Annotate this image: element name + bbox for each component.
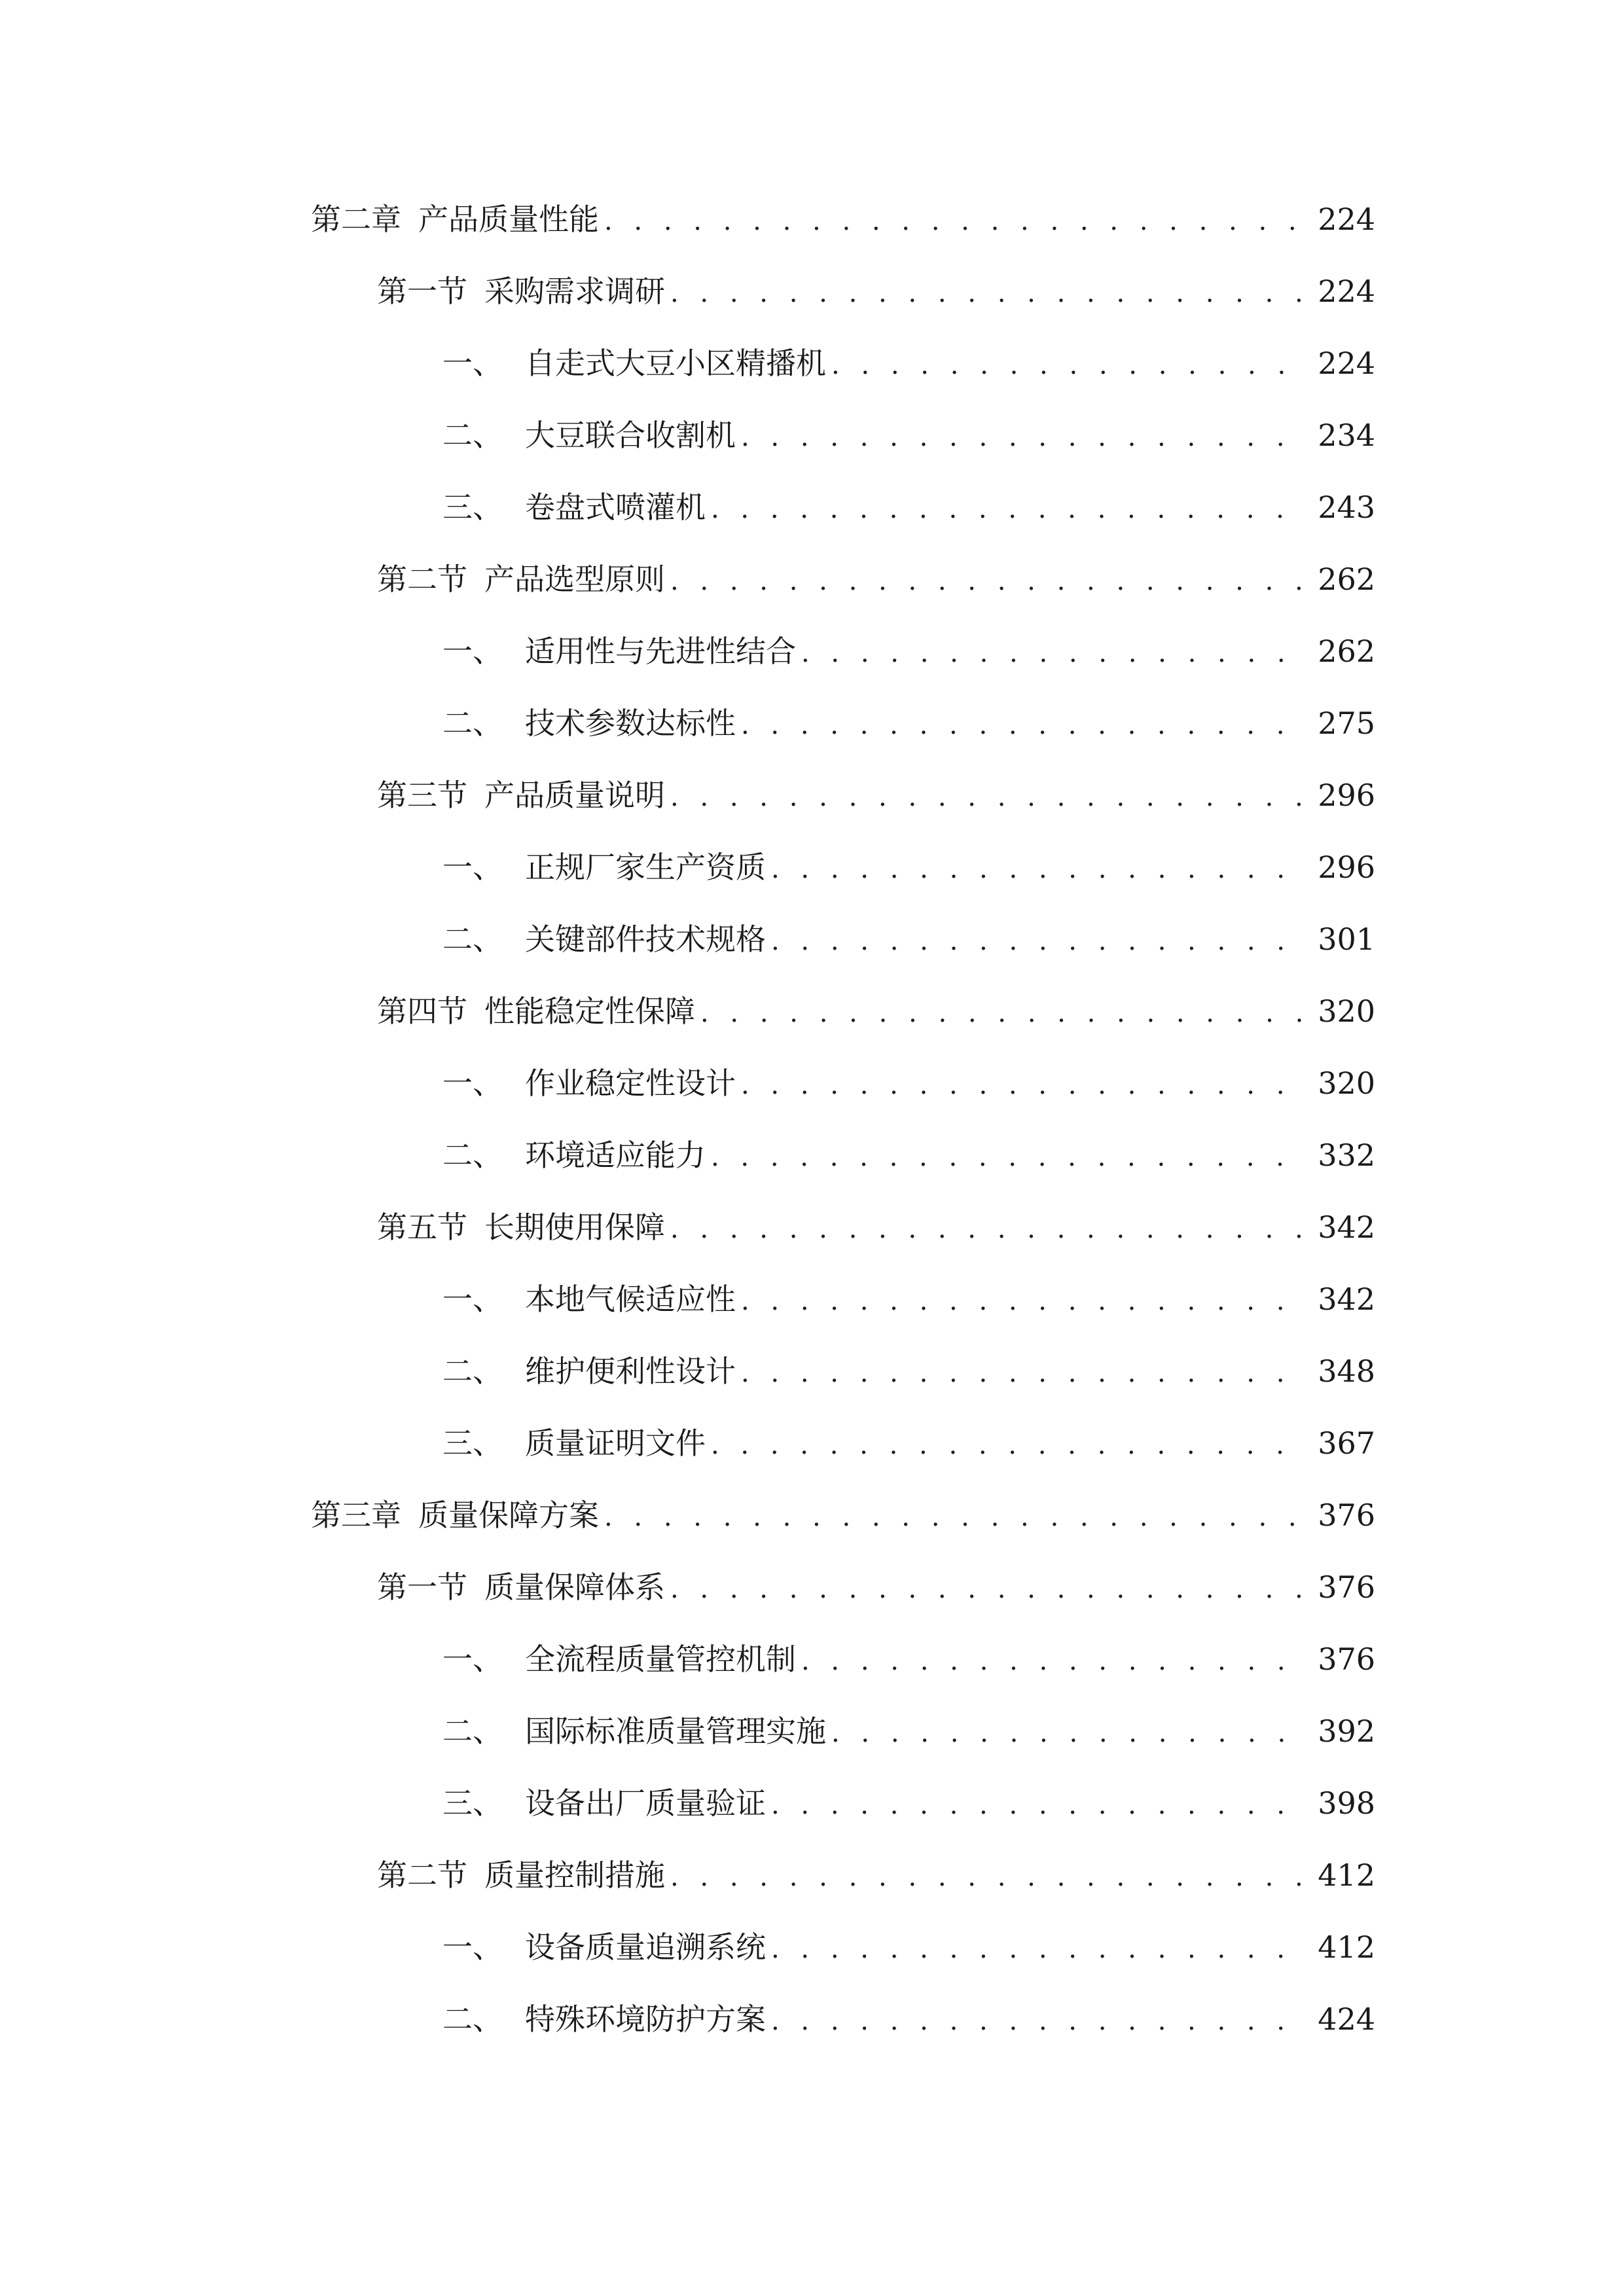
- toc-number: 第五节: [377, 1210, 467, 1245]
- toc-number: 一、: [442, 634, 503, 669]
- toc-title: 关键部件技术规格: [525, 922, 766, 957]
- dot-leader: [711, 1422, 1306, 1468]
- toc-section[interactable]: [377, 772, 1375, 818]
- toc-number: 第一节: [377, 274, 467, 309]
- dot-leader: [801, 630, 1306, 676]
- toc-page-number: 342: [1318, 1210, 1375, 1245]
- dot-leader: [771, 846, 1306, 892]
- toc-number: 第二节: [377, 562, 467, 597]
- toc-section[interactable]: [377, 268, 1375, 314]
- toc-page-number: 412: [1318, 1857, 1375, 1893]
- toc-subsection[interactable]: [442, 1708, 1375, 1754]
- toc-number: 二、: [442, 2001, 503, 2037]
- toc-subsection[interactable]: [442, 628, 1375, 674]
- toc-subsection[interactable]: [442, 340, 1375, 386]
- toc-number: 二、: [442, 706, 503, 741]
- toc-page-number: 376: [1318, 1570, 1375, 1605]
- dot-leader: [831, 1710, 1306, 1756]
- toc-number: 二、: [442, 1354, 503, 1389]
- toc-title: 性能稳定性保障: [484, 994, 695, 1029]
- dot-leader: [604, 1494, 1306, 1540]
- toc-title: 质量控制措施: [484, 1857, 665, 1893]
- toc-title: 技术参数达标性: [525, 706, 736, 741]
- toc-title: 设备出厂质量验证: [525, 1785, 766, 1821]
- toc-page-number: 412: [1318, 1929, 1375, 1965]
- dot-leader: [711, 486, 1306, 532]
- toc-page-number: 234: [1318, 418, 1375, 453]
- toc-page-number: 376: [1318, 1641, 1375, 1677]
- toc-title: 质量保障体系: [484, 1570, 665, 1605]
- toc-subsection[interactable]: [442, 1348, 1375, 1394]
- toc-page-number: 348: [1318, 1354, 1375, 1389]
- toc-number: 一、: [442, 1929, 503, 1965]
- toc-number: 一、: [442, 346, 503, 381]
- toc-title: 采购需求调研: [484, 274, 665, 309]
- toc-page-number: 224: [1318, 202, 1375, 237]
- toc-title: 正规厂家生产资质: [525, 850, 766, 885]
- toc-title: 维护便利性设计: [525, 1354, 736, 1389]
- toc-title: 本地气候适应性: [525, 1282, 736, 1317]
- toc-page-number: 342: [1318, 1282, 1375, 1317]
- dot-leader: [831, 342, 1306, 388]
- dot-leader: [741, 1278, 1306, 1324]
- toc-title: 产品选型原则: [484, 562, 665, 597]
- toc-title: 大豆联合收割机: [525, 418, 736, 453]
- dot-leader: [711, 1134, 1306, 1180]
- dot-leader: [670, 558, 1306, 604]
- dot-leader: [741, 1350, 1306, 1396]
- toc-number: 第四节: [377, 994, 467, 1029]
- toc-subsection[interactable]: [442, 1780, 1375, 1826]
- toc-number: 二、: [442, 1138, 503, 1173]
- toc-title: 国际标准质量管理实施: [525, 1713, 826, 1749]
- dot-leader: [741, 1062, 1306, 1108]
- toc-page-number: 224: [1318, 346, 1375, 381]
- toc-subsection[interactable]: [442, 700, 1375, 746]
- toc-section[interactable]: [377, 556, 1375, 602]
- toc-subsection[interactable]: [442, 916, 1375, 962]
- dot-leader: [670, 270, 1306, 316]
- toc-chapter[interactable]: [311, 196, 1375, 242]
- dot-leader: [771, 1782, 1306, 1828]
- toc-number: 二、: [442, 418, 503, 453]
- toc-number: 二、: [442, 922, 503, 957]
- toc-title: 长期使用保障: [484, 1210, 665, 1245]
- toc-title: 作业稳定性设计: [525, 1066, 736, 1101]
- toc-title: 特殊环境防护方案: [525, 2001, 766, 2037]
- toc-chapter[interactable]: [311, 1492, 1375, 1538]
- dot-leader: [771, 918, 1306, 964]
- toc-subsection[interactable]: [442, 1132, 1375, 1178]
- dot-leader: [604, 198, 1306, 244]
- toc-page-number: 224: [1318, 274, 1375, 309]
- toc-number: 三、: [442, 1426, 503, 1461]
- dot-leader: [700, 990, 1306, 1036]
- toc-page-number: 398: [1318, 1785, 1375, 1821]
- toc-page-number: 275: [1318, 706, 1375, 741]
- toc-subsection[interactable]: [442, 1996, 1375, 2042]
- toc-title: 质量保障方案: [418, 1498, 599, 1533]
- toc-title: 环境适应能力: [525, 1138, 706, 1173]
- dot-leader: [741, 702, 1306, 748]
- toc-subsection[interactable]: [442, 484, 1375, 530]
- toc-title: 自走式大豆小区精播机: [525, 346, 826, 381]
- toc-number: 第二节: [377, 1857, 467, 1893]
- toc-page-number: 320: [1318, 994, 1375, 1029]
- toc-number: 一、: [442, 1641, 503, 1677]
- toc-title: 全流程质量管控机制: [525, 1641, 796, 1677]
- dot-leader: [801, 1638, 1306, 1684]
- toc-page-number: 424: [1318, 2001, 1375, 2037]
- toc-title: 设备质量追溯系统: [525, 1929, 766, 1965]
- dot-leader: [771, 1998, 1306, 2044]
- toc-page-number: 376: [1318, 1498, 1375, 1533]
- toc-subsection[interactable]: [442, 1060, 1375, 1106]
- toc-section[interactable]: [377, 988, 1375, 1034]
- toc-number: 第一节: [377, 1570, 467, 1605]
- toc-page-number: 262: [1318, 634, 1375, 669]
- dot-leader: [670, 1854, 1306, 1900]
- toc-page-number: 262: [1318, 562, 1375, 597]
- toc-number: 二、: [442, 1713, 503, 1749]
- dot-leader: [670, 1566, 1306, 1612]
- toc-section[interactable]: [377, 1852, 1375, 1898]
- toc-page-number: 392: [1318, 1713, 1375, 1749]
- toc-subsection[interactable]: [442, 1636, 1375, 1682]
- toc-number: 第三节: [377, 778, 467, 813]
- toc-page-number: 243: [1318, 490, 1375, 525]
- toc-title: 产品质量性能: [418, 202, 599, 237]
- toc-title: 卷盘式喷灌机: [525, 490, 706, 525]
- toc-title: 产品质量说明: [484, 778, 665, 813]
- toc-page-number: 367: [1318, 1426, 1375, 1461]
- toc-section[interactable]: [377, 1564, 1375, 1610]
- toc-number: 一、: [442, 1282, 503, 1317]
- dot-leader: [771, 1926, 1306, 1972]
- toc-number: 第三章: [311, 1498, 401, 1533]
- toc-page-number: 296: [1318, 778, 1375, 813]
- toc-title: 质量证明文件: [525, 1426, 706, 1461]
- toc-number: 三、: [442, 490, 503, 525]
- toc-subsection[interactable]: [442, 1924, 1375, 1970]
- toc-subsection[interactable]: [442, 412, 1375, 458]
- toc-number: 第二章: [311, 202, 401, 237]
- toc-subsection[interactable]: [442, 844, 1375, 890]
- toc-number: 一、: [442, 850, 503, 885]
- toc-page-number: 301: [1318, 922, 1375, 957]
- toc-subsection[interactable]: [442, 1276, 1375, 1322]
- toc-page-number: 320: [1318, 1066, 1375, 1101]
- toc-number: 一、: [442, 1066, 503, 1101]
- dot-leader: [670, 774, 1306, 820]
- toc-page-number: 332: [1318, 1138, 1375, 1173]
- toc-number: 三、: [442, 1785, 503, 1821]
- toc-subsection[interactable]: [442, 1420, 1375, 1466]
- dot-leader: [670, 1206, 1306, 1252]
- toc-section[interactable]: [377, 1204, 1375, 1250]
- toc-page-number: 296: [1318, 850, 1375, 885]
- dot-leader: [741, 414, 1306, 460]
- toc-title: 适用性与先进性结合: [525, 634, 796, 669]
